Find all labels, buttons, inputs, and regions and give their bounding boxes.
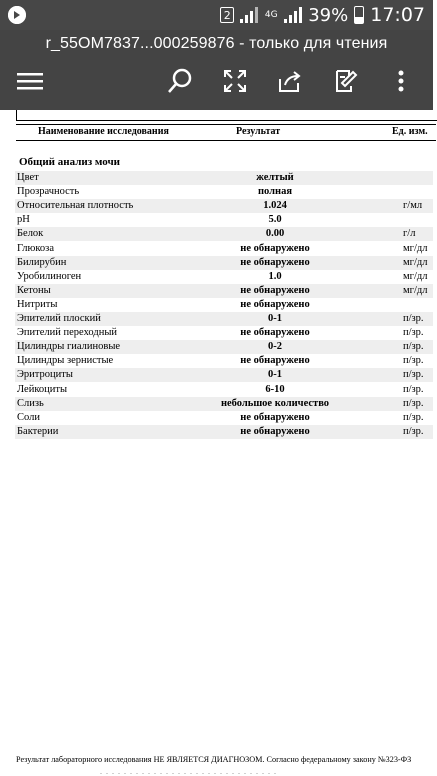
- clock: 17:07: [370, 4, 425, 26]
- test-name: Эпителий плоский: [17, 313, 101, 324]
- document-title: r_55OM7837...000259876 - только для чтения: [45, 35, 388, 52]
- column-header-unit: Ед. изм.: [392, 126, 428, 137]
- edit-icon[interactable]: [328, 66, 364, 96]
- test-result: 0.00: [265, 228, 285, 240]
- test-name: Цвет: [17, 172, 39, 183]
- table-row: [15, 354, 433, 368]
- test-result: не обнаружено: [240, 411, 310, 423]
- test-name: Белок: [17, 228, 44, 240]
- test-result: 0-2: [268, 341, 282, 353]
- test-name: Кетоны: [17, 284, 51, 296]
- table-row: [15, 368, 433, 382]
- test-unit: п/зр.: [403, 397, 424, 409]
- test-name: Эритроциты: [17, 369, 73, 381]
- table-row: [15, 270, 433, 284]
- test-result: не обнаружено: [240, 327, 310, 339]
- signal-icon: [240, 7, 258, 23]
- test-name: Соли: [17, 411, 40, 423]
- test-result: 6-10: [265, 383, 285, 395]
- fullscreen-icon[interactable]: [217, 66, 253, 96]
- table-row: [15, 227, 433, 241]
- test-name: Эпителий переходный: [17, 327, 118, 339]
- test-name: Уробилиноген: [17, 270, 82, 282]
- table-row: [15, 185, 433, 199]
- test-result: не обнаружено: [240, 298, 310, 310]
- document-view[interactable]: [0, 110, 433, 776]
- test-name: Относительная плотность: [17, 200, 134, 212]
- table-row: [15, 312, 433, 326]
- table-row: [15, 298, 433, 312]
- test-result: 1.0: [268, 270, 282, 282]
- test-name: Бактерии: [17, 425, 59, 437]
- section-title: Общий анализ мочи: [19, 156, 120, 168]
- table-header: [16, 124, 436, 141]
- test-result: не обнаружено: [240, 242, 310, 254]
- test-result: 5.0: [268, 214, 282, 226]
- table-row: [15, 199, 433, 213]
- test-name: Прозрачность: [17, 186, 80, 198]
- table-row: [15, 171, 433, 185]
- test-name: Цилиндры зернистые: [17, 355, 114, 367]
- test-unit: п/зр.: [403, 369, 424, 381]
- signal-icon-2: [284, 7, 302, 23]
- test-unit: г/л: [403, 228, 416, 240]
- test-unit: мг/дл: [403, 284, 428, 296]
- table-row: [15, 242, 433, 256]
- sim-icon: 2: [220, 7, 234, 23]
- column-header-result: Результат: [236, 126, 281, 137]
- test-result: 0-1: [268, 313, 282, 324]
- share-icon[interactable]: [272, 66, 308, 96]
- table-row: [15, 397, 433, 411]
- app-toolbar: [0, 30, 433, 110]
- test-name: Нитриты: [17, 298, 58, 310]
- battery-percent: 39%: [308, 4, 349, 26]
- test-unit: мг/дл: [403, 270, 428, 282]
- table-row: [15, 411, 433, 425]
- test-unit: п/зр.: [403, 355, 424, 367]
- test-result: не обнаружено: [240, 355, 310, 367]
- table-row: [15, 326, 433, 340]
- test-name: Глюкоза: [17, 242, 54, 254]
- test-unit: п/зр.: [403, 341, 424, 353]
- test-name: Слизь: [17, 397, 44, 409]
- test-unit: мг/дл: [403, 256, 428, 268]
- table-row: [15, 383, 433, 397]
- test-unit: п/зр.: [403, 383, 424, 395]
- table-row: [15, 256, 433, 270]
- test-result: не обнаружено: [240, 425, 310, 437]
- test-unit: мг/дл: [403, 242, 428, 254]
- app-notification-icon: [8, 6, 26, 24]
- search-icon[interactable]: [162, 66, 198, 96]
- test-result: не обнаружено: [240, 256, 310, 268]
- column-header-name: Наименование исследования: [38, 126, 169, 137]
- network-type-label: 4G: [264, 9, 278, 20]
- table-row: [15, 425, 433, 439]
- page-frame: [16, 110, 437, 121]
- test-result: желтый: [256, 172, 294, 183]
- test-result: небольшое количество: [220, 397, 330, 409]
- battery-icon: [354, 6, 364, 24]
- disclaimer-footer: Результат лабораторного исследования НЕ ЯВЛЯЕТСЯ ДИАГНОЗОМ. Согласно федеральному закону №323-ФЗ: [16, 755, 412, 764]
- more-icon[interactable]: [383, 66, 419, 96]
- test-name: Цилиндры гиалиновые: [17, 341, 121, 353]
- footer-continuation: . . . . . . . . . . . . . . . . . . . . . . . . . . . . . .: [100, 767, 277, 776]
- menu-icon[interactable]: [12, 66, 48, 96]
- table-row: [15, 340, 433, 354]
- table-row: [15, 284, 433, 298]
- test-name: Лейкоциты: [17, 383, 68, 395]
- table-row: [15, 213, 433, 227]
- test-unit: г/мл: [403, 200, 423, 212]
- test-unit: п/зр.: [403, 313, 424, 324]
- test-result: полная: [257, 186, 293, 198]
- test-unit: п/зр.: [403, 425, 424, 437]
- test-unit: п/зр.: [403, 411, 424, 423]
- test-result: 1.024: [263, 200, 287, 212]
- test-result: 0-1: [268, 369, 282, 381]
- test-name: Билирубин: [17, 256, 67, 268]
- test-unit: п/зр.: [403, 327, 424, 339]
- test-name: pH: [17, 214, 30, 226]
- status-bar: [0, 0, 433, 30]
- test-result: не обнаружено: [240, 284, 310, 296]
